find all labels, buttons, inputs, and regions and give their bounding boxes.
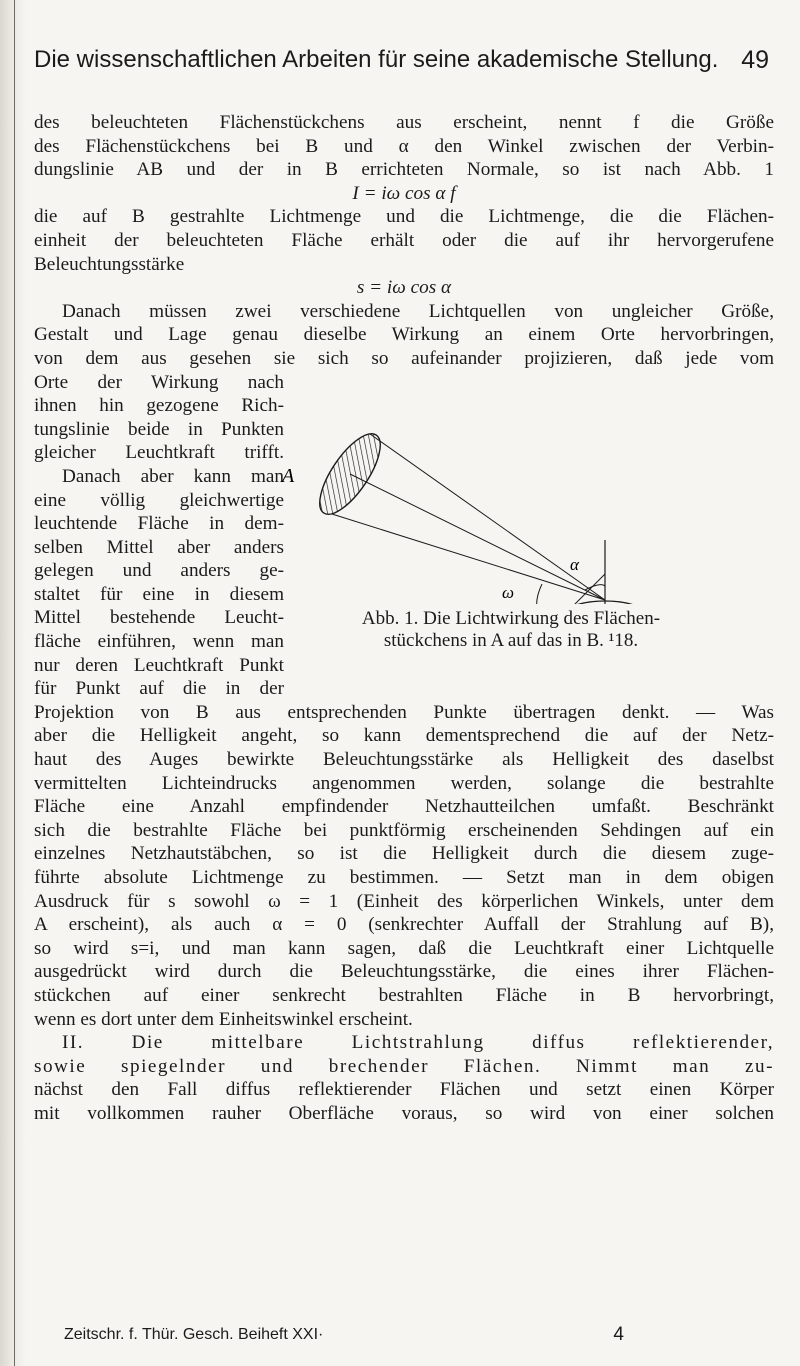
figure-caption <box>286 608 736 652</box>
text-line: Projektion von B aus entsprechenden Punkte übertragen denkt. — Was <box>34 701 774 723</box>
text-line: A erscheint), als auch α = 0 (senkrechter Auffall der Strahlung auf B), <box>34 914 774 936</box>
text-line: von dem aus gesehen sie sich so aufeinander projizieren, daß jede vom <box>34 347 774 369</box>
text-line: führte absolute Lichtmenge zu bestimmen. — Setzt man in dem obigen <box>34 867 774 888</box>
footer <box>64 1326 624 1350</box>
section-heading-line: sowie spiegelnder und brechender Flächen. Nimmt man zu- <box>34 1055 774 1077</box>
ray-upper <box>370 434 605 600</box>
label-b <box>652 603 663 604</box>
text-line: nur deren Leuchtkraft Punkt <box>34 654 284 676</box>
text-line: Orte der Wirkung nach <box>34 371 284 393</box>
equation-light-quantity: I = iω cos α f <box>352 182 456 204</box>
text-line: Gestalt und Lage genau dieselbe Wirkung an einem Orte hervorbringen, <box>34 324 774 346</box>
text-line: einzelnes Netzhautstäbchen, so ist die Helligkeit durch die diesem zuge- <box>34 843 774 865</box>
figure-1 <box>280 424 750 689</box>
text-line: nächst den Fall diffus reflektierender Flächen und setzt einen Körper <box>34 1079 774 1101</box>
text-line: ausgedrückt wird durch die Beleuchtungsstärke, die eines ihrer Flächen- <box>34 961 774 983</box>
text-line: haut des Auges bewirkte Beleuchtungsstärke als Helligkeit des daselbst <box>34 749 774 771</box>
text-line: stückchen auf einer senkrecht bestrahlten Fläche in B hervorbringt, <box>34 984 774 1006</box>
omega-arc <box>537 584 545 604</box>
text-line: des Flächenstückchens bei B und α den Winkel zwischen der Verbin- <box>34 135 774 157</box>
light-diagram <box>280 424 750 604</box>
caption-line: Abb. 1. Die Lichtwirkung des Flächen- <box>361 608 661 629</box>
text-line: Fläche eine Anzahl empfindender Netzhautteilchen umfaßt. Beschränkt <box>34 796 774 818</box>
text-line: mit vollkommen rauher Oberfläche voraus, so wird von einer solchen <box>34 1102 774 1124</box>
binding-edge <box>14 0 15 1366</box>
text-line: Beleuchtungsstärke <box>34 253 185 275</box>
label-a: A <box>282 465 295 487</box>
equation-illuminance: s = iω cos α <box>356 277 452 299</box>
text-line: einheit der beleuchteten Fläche erhält oder die auf ihr hervorgerufene <box>34 229 774 251</box>
text-line: die auf B gestrahlte Lichtmenge und die Lichtmenge, die die Flächen- <box>34 206 774 228</box>
text-line: staltet für eine in diesem <box>34 583 284 605</box>
text-line: leuchtende Fläche in dem- <box>34 513 284 535</box>
ray-lower <box>332 514 605 600</box>
signature-mark: 4 <box>613 1324 624 1345</box>
text-line: fläche einführen, wenn man <box>34 631 284 653</box>
text-line: sich die bestrahlte Fläche bei punktförmig erscheinenden Sehdingen auf ein <box>34 819 774 841</box>
text-line: so wird s=i, und man kann sagen, daß die Leuchtkraft einer Lichtquelle <box>34 937 774 959</box>
section-heading-line: II. Die mittelbare Lichtstrahlung diffus reflektierender, <box>62 1032 774 1054</box>
text-line: selben Mittel aber anders <box>34 536 284 558</box>
text-line: Danach müssen zwei verschiedene Lichtquellen von ungleicher Größe, <box>62 300 774 322</box>
alpha-arc <box>585 585 605 590</box>
text-line: Danach aber kann man <box>62 465 284 487</box>
label-alpha: α <box>570 555 579 574</box>
text-line: wenn es dort unter dem Einheitswinkel erscheint. <box>34 1008 413 1030</box>
text-line: des beleuchteten Flächenstückchens aus erscheint, nennt f die Größe <box>34 112 774 133</box>
text-line: Ausdruck für s sowohl ω = 1 (Einheit des körperlichen Winkels, unter dem <box>34 890 774 912</box>
text-line: dungslinie AB und der in B errichteten Normale, so ist nach Abb. 1 <box>34 159 774 181</box>
text-line: Mittel bestehende Leucht- <box>34 607 284 629</box>
text-line: für Punkt auf die in der <box>34 678 284 700</box>
text-line: eine völlig gleichwertige <box>34 489 284 511</box>
text-line: gleicher Leuchtkraft trifft. <box>34 442 284 464</box>
page-spine <box>0 0 26 1366</box>
label-omega: ω <box>502 583 515 602</box>
header-title: Die wissenschaftlichen Arbeiten für seine akademische Stellung. <box>34 46 719 73</box>
footer-journal: Zeitschr. f. Thür. Gesch. Beiheft XXI· <box>64 1326 324 1343</box>
ray-center <box>350 474 605 600</box>
caption-line: stückchens in A auf das in B. ¹18. <box>383 630 639 651</box>
text-line: ihnen hin gezogene Rich- <box>34 395 284 417</box>
text-line: aber die Helligkeit angeht, so kann dementsprechend die auf der Netz- <box>34 725 774 747</box>
text-line: gelegen und anders ge- <box>34 560 284 582</box>
page-number: 49 <box>741 46 769 74</box>
running-header <box>34 46 769 86</box>
text-line: tungslinie beide in Punkten <box>34 418 284 440</box>
text-line: vermittelten Lichteindrucks angenommen werden, solange die bestrahlte <box>34 772 774 794</box>
